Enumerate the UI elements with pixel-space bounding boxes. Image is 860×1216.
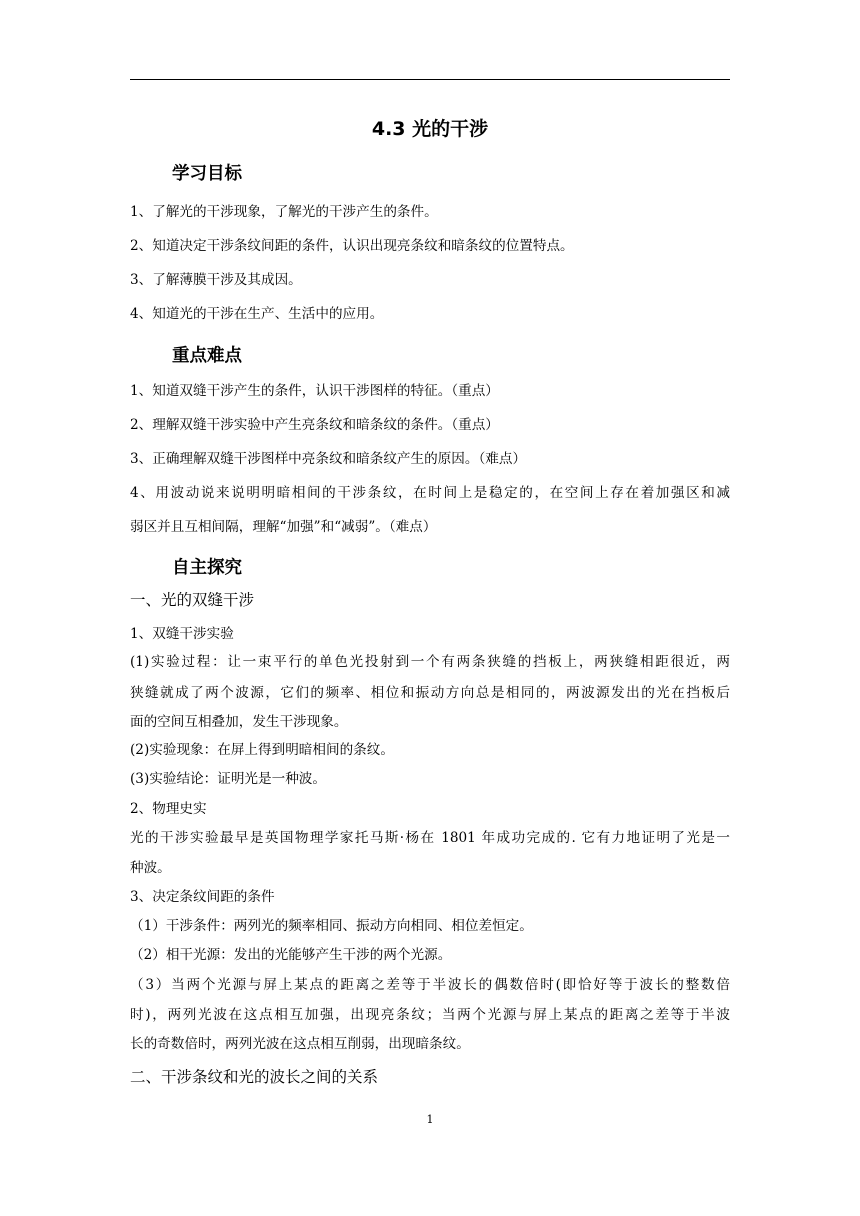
key-points-heading: 重点难点 bbox=[172, 346, 242, 366]
key-point-item-1: 1、知道双缝干涉产生的条件，认识干涉图样的特征。（重点） bbox=[130, 383, 499, 399]
goal-item-4: 4、知道光的干涉在生产、生活中的应用。 bbox=[130, 306, 384, 322]
explore-heading: 自主探究 bbox=[172, 558, 242, 578]
sub3-title: 3、决定条纹间距的条件 bbox=[130, 889, 275, 905]
history-line1: 光的干涉实验最早是英国物理学家托马斯·杨在 1801 年成功完成的. 它有力地证明了光是一 bbox=[130, 830, 730, 846]
condition-3-line1: （3）当两个光源与屏上某点的距离之差等于半波长的偶数倍时(即恰好等于波长的整数倍 bbox=[130, 977, 730, 993]
goal-item-2: 2、知道决定干涉条纹间距的条件，认识出现亮条纹和暗条纹的位置特点。 bbox=[130, 238, 574, 254]
condition-1: （1）干涉条件：两列光的频率相同、振动方向相同、相位差恒定。 bbox=[130, 918, 533, 934]
key-point-item-4-line2: 弱区并且互相间隔，理解“加强”和“减弱”。（难点） bbox=[130, 519, 437, 535]
sub2-title: 2、物理史实 bbox=[130, 801, 207, 817]
sub1-title: 1、双缝干涉实验 bbox=[130, 626, 234, 642]
section1-title: 一、光的双缝干涉 bbox=[130, 591, 255, 609]
page-title: 4.3 光的干涉 bbox=[371, 118, 489, 140]
goals-heading: 学习目标 bbox=[172, 164, 242, 184]
condition-3-line3: 长的奇数倍时，两列光波在这点相互削弱，出现暗条纹。 bbox=[130, 1036, 470, 1052]
experiment-phenomenon: (2)实验现象：在屏上得到明暗相间的条纹。 bbox=[130, 742, 394, 758]
key-point-item-2: 2、理解双缝干涉实验中产生亮条纹和暗条纹的条件。（重点） bbox=[130, 417, 499, 433]
experiment-process-line2: 狭缝就成了两个波源，它们的频率、相位和振动方向总是相同的，两波源发出的光在挡板后 bbox=[130, 685, 730, 701]
key-point-item-4-line1: 4、用波动说来说明明暗相间的干涉条纹，在时间上是稳定的，在空间上存在着加强区和减 bbox=[130, 485, 730, 501]
experiment-process-line3: 面的空间互相叠加，发生干涉现象。 bbox=[130, 714, 348, 730]
condition-3-line2: 时)，两列光波在这点相互加强，出现亮条纹；当两个光源与屏上某点的距离之差等于半波 bbox=[130, 1007, 730, 1023]
page-number: 1 bbox=[426, 1113, 434, 1126]
goal-item-1: 1、了解光的干涉现象，了解光的干涉产生的条件。 bbox=[130, 204, 438, 220]
section2-title: 二、干涉条纹和光的波长之间的关系 bbox=[130, 1068, 379, 1086]
experiment-conclusion: (3)实验结论：证明光是一种波。 bbox=[130, 771, 326, 787]
condition-2: （2）相干光源：发出的光能够产生干涉的两个光源。 bbox=[130, 947, 452, 963]
key-point-item-3: 3、正确理解双缝干涉图样中亮条纹和暗条纹产生的原因。（难点） bbox=[130, 451, 527, 467]
goal-item-3: 3、了解薄膜干涉及其成因。 bbox=[130, 272, 302, 288]
header-rule bbox=[130, 79, 730, 80]
history-line2: 种波。 bbox=[130, 860, 171, 876]
experiment-process-line1: (1)实验过程：让一束平行的单色光投射到一个有两条狭缝的挡板上，两狭缝相距很近，两 bbox=[130, 654, 730, 670]
